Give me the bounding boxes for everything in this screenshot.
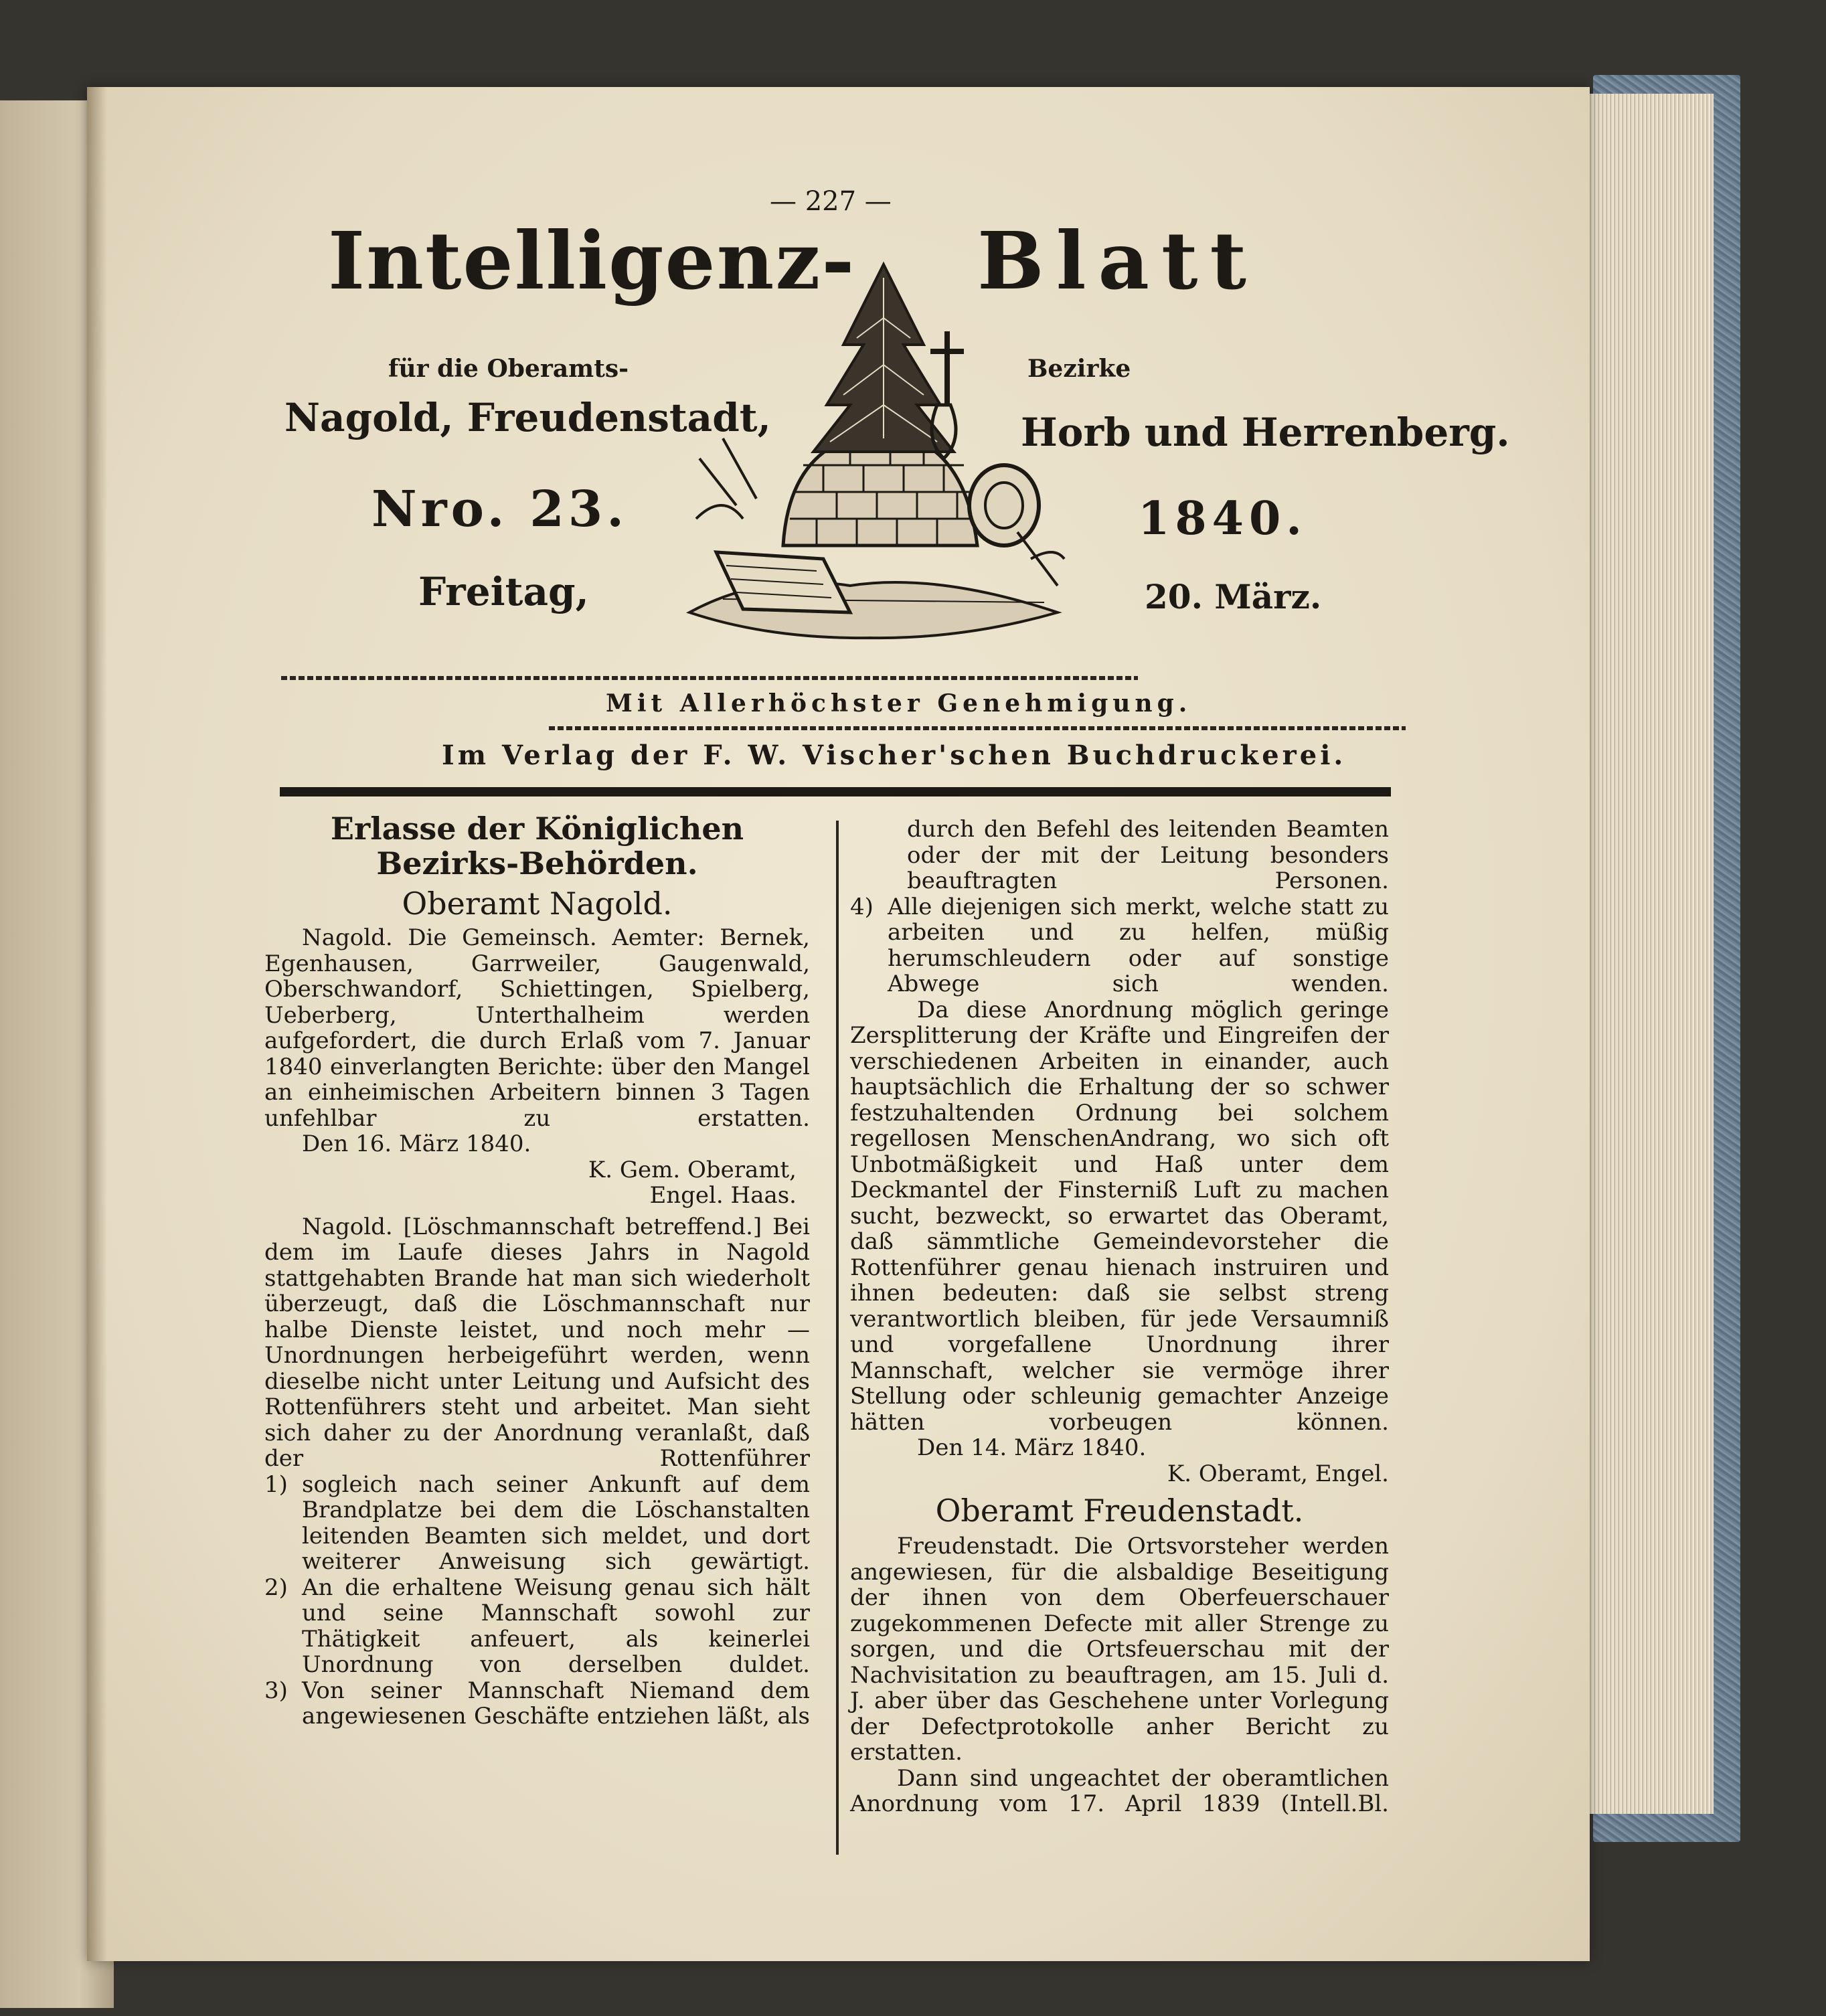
office-heading-freudenstadt: Oberamt Freudenstadt. bbox=[935, 1493, 1304, 1529]
fire-brigade-item-4 bbox=[850, 894, 1389, 997]
notice-nagold-reports-sig2: Engel. Haas. bbox=[649, 1182, 797, 1209]
item-number: 3) bbox=[264, 1677, 288, 1704]
page-block-edge bbox=[1576, 94, 1714, 1814]
notice-nagold-fire-brigade: Nagold. [Löschmannschaft betreffend.] Bei dem im Laufe dieses Jahrs in Nagold stattgehabten Brande hat man sich wiederholt überzeugt, daß die Löschmannschaft nur halbe Dienste leistet, und noch mehr — Unordnungen herbeigeführt werden, wenn dieselbe nicht unter Leitung und Aufsicht des Rottenführers steht und arbeitet. Man sieht sich daher zu der Anordnung veranlaßt, daß der Rottenführer bbox=[264, 1213, 810, 1472]
fire-brigade-item-3 bbox=[264, 1678, 810, 1730]
column-divider bbox=[836, 821, 839, 1855]
item-text: sogleich nach seiner Ankunft auf dem Brandplatze bei dem die Löschanstalten leitenden Beamten sich meldet, und dort weiterer Anweisung sich gewärtigt. bbox=[302, 1471, 810, 1575]
approval-line: Mit Allerhöchster Genehmigung. bbox=[606, 689, 1192, 718]
item-text: Alle diejenigen sich merkt, welche statt zu arbeiten und zu helfen, müßig herumschleudern oder auf sonstige Abwege sich wenden. bbox=[888, 893, 1389, 997]
masthead-district-right: Horb und Herrenberg. bbox=[1021, 410, 1510, 455]
fire-brigade-item-2 bbox=[264, 1575, 810, 1678]
fire-brigade-date: Den 14. März 1840. bbox=[917, 1434, 1147, 1461]
ornamental-rule-bottom bbox=[549, 726, 1406, 730]
issue-year: 1840. bbox=[1138, 492, 1307, 545]
masthead-title-left: Intelligenz- bbox=[328, 214, 856, 307]
notice-nagold-reports-date: Den 16. März 1840. bbox=[302, 1130, 531, 1157]
fir-tree-emblem-icon bbox=[683, 238, 1071, 666]
masthead-sub-right: Bezirke bbox=[1027, 355, 1131, 383]
page-number: — 227 — bbox=[770, 186, 892, 217]
notice-freudenstadt-continuation: Dann sind ungeachtet der oberamtlichen Anordnung vom 17. April 1839 (Intell.Bl. bbox=[850, 1764, 1389, 1817]
item-number: 2) bbox=[264, 1574, 288, 1601]
item-text: Von seiner Mannschaft Niemand dem angewiesenen Geschäfte entziehen läßt, als bbox=[302, 1677, 810, 1730]
masthead-district-left: Nagold, Freudenstadt, bbox=[284, 395, 771, 440]
masthead-title-right: Blatt bbox=[977, 214, 1259, 307]
item-number: 4) bbox=[850, 893, 874, 920]
notice-nagold-reports-sig1: K. Gem. Oberamt, bbox=[588, 1156, 797, 1183]
fire-brigade-item-1 bbox=[264, 1472, 810, 1575]
item-number: 1) bbox=[264, 1471, 288, 1498]
notice-freudenstadt: Freudenstadt. Die Ortsvorsteher werden angewiesen, für die alsbaldige Beseitigung der ihnen von dem Oberfeuerschauer zugekommenen Defecte mit aller Strenge zu sorgen, und die Ortsfeuerschau mit der Nachvisitation zu beauftragen, am 15. Juli d. J. aber über das Geschehene unter Vorlegung der Defectprotokolle anher Bericht zu erstatten. bbox=[850, 1533, 1389, 1766]
item-text: An die erhaltene Weisung genau sich hält und seine Mannschaft sowohl zur Thätigkeit anfeuert, als keinerlei Unordnung von derselben duldet. bbox=[302, 1574, 810, 1678]
issue-date: 20. März. bbox=[1145, 577, 1322, 616]
notice-nagold-reports: Nagold. Die Gemeinsch. Aemter: Bernek, Egenhausen, Garrweiler, Gaugenwald, Oberschwandorf, Schiettingen, Spielberg, Ueberberg, Unterthalheim werden aufgefordert, die durch Erlaß vom 7. Januar 1840 einverlangten Berichte: über den Mangel an einheimischen Arbeitern binnen 3 Tagen unfehlbar zu erstatten. bbox=[264, 924, 810, 1132]
right-column bbox=[850, 817, 1389, 1817]
publisher-line: Im Verlag der F. W. Vischer'schen Buchdruckerei. bbox=[442, 740, 1347, 771]
masthead-rule bbox=[280, 787, 1391, 796]
masthead-sub-left: für die Oberamts- bbox=[388, 355, 629, 383]
office-heading-nagold: Oberamt Nagold. bbox=[402, 886, 673, 922]
ornamental-rule-top bbox=[281, 676, 1138, 680]
issue-number: Nro. 23. bbox=[371, 481, 628, 538]
issue-weekday: Freitag, bbox=[418, 569, 589, 614]
left-column bbox=[264, 811, 810, 1730]
fire-brigade-continuation: durch den Befehl des leitenden Beamten oder der mit der Leitung besonders beauftragten Personen. bbox=[907, 816, 1389, 894]
page-gutter-shadow bbox=[87, 87, 107, 1961]
fire-brigade-order: Da diese Anordnung möglich geringe Zersplitterung der Kräfte und Eingreifen der verschiedenen Arbeiten in einander, auch hauptsächlich die Erhaltung der so schwer festzuhaltenden Ordnung bei solchem regellosen MenschenAndrang, wo sich oft Unbotmäßigkeit und Haß unter dem Deckmantel der Finsterniß Luft zu machen sucht, bezweckt, so erwartet das Oberamt, daß sämmtliche Gemeindevorsteher die Rottenführer genau hienach instruiren und ihnen bedeuten: daß sie selbst streng verantwortlich bleiben, für jede Versaumniß und vorgefallene Unordnung ihrer Mannschaft, welcher sie vermöge ihrer Stellung oder schleunig gemachter Anzeige hätten vorbeugen können. bbox=[850, 996, 1389, 1436]
section-heading: Erlasse der Königlichen Bezirks-Behörden. bbox=[330, 811, 744, 881]
fire-brigade-signature: K. Oberamt, Engel. bbox=[1167, 1460, 1389, 1487]
